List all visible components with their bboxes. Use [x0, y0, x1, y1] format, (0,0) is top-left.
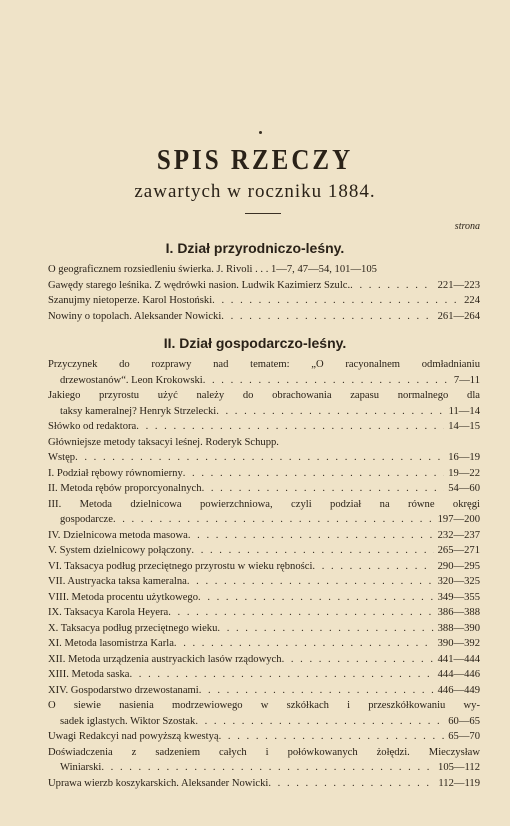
toc-entry-title: VI. Taksacya podług przeciętnego przyrostu w wieku rębności [48, 560, 313, 572]
dot-leader [195, 714, 444, 730]
toc-entry [48, 776, 480, 792]
dot-leader [203, 373, 450, 389]
dot-leader [219, 729, 445, 745]
toc-entry [48, 760, 480, 776]
dot-leader [168, 605, 433, 621]
toc-entry-pages: 388—390 [437, 622, 480, 634]
toc-entry [48, 574, 480, 590]
page-subtitle: zawartych w roczniku 1884. [134, 181, 376, 202]
toc-entry [48, 543, 480, 559]
toc-entry [48, 293, 480, 309]
toc-entry-pages: 320—325 [437, 576, 480, 587]
toc-entry-title: Jakiego przyrostu użyć należy do obrachowania zapasu normalnego dla [48, 390, 480, 401]
toc-entry-pages: 14—15 [448, 421, 480, 432]
toc-entry-pages: 60—65 [448, 715, 480, 727]
dot-leader [113, 512, 434, 528]
toc-entry-pages: 265—271 [437, 545, 480, 556]
toc-entry-pages: 54—60 [448, 483, 480, 494]
toc-entry [48, 590, 480, 606]
toc-entry-pages: 105—112 [438, 762, 480, 773]
toc-entry [48, 309, 480, 325]
toc-entry-pages: 444—446 [437, 669, 480, 680]
toc-entry-title: III. Metoda dzielnicowa powierzchniowa, czyli podział na równe okręgi [48, 498, 480, 510]
toc-entry-title: Uwagi Redakcyi nad powyższą kwestyą [48, 731, 219, 742]
toc-entry [48, 559, 480, 575]
toc-entry-title: IX. Taksacya Karola Heyera [48, 607, 169, 618]
toc-entry [48, 278, 480, 294]
toc-entry-pages: 65—70 [448, 731, 480, 742]
toc-entry-pages: 16—19 [448, 452, 480, 463]
ink-dot [259, 131, 262, 134]
toc-entry [48, 698, 480, 714]
dot-leader [187, 574, 434, 590]
dot-leader [202, 481, 445, 497]
toc-entry-pages: 7—11 [453, 374, 480, 386]
toc-entry-title: I. Podział rębowy równomierny [48, 467, 183, 479]
toc-entry [48, 667, 480, 683]
section-heading-1: I. Dział przyrodniczo-leśny. [165, 240, 345, 256]
toc-entry-title: IV. Dzielnicowa metoda masowa [48, 529, 188, 541]
page-title: SPIS RZECZY [156, 144, 354, 176]
dot-leader [136, 419, 444, 435]
dot-leader [130, 667, 434, 683]
toc-entry-title: drzewostanów“. Leon Krokowski [60, 374, 203, 386]
section-heading-2: II. Dział gospodarczo-leśny. [163, 335, 347, 351]
toc-entry-title: O siewie nasienia modrzewiowego w szkółkach i przeszkółkowaniu wy- [48, 700, 480, 711]
toc-entry [48, 481, 480, 497]
toc-entry [48, 714, 480, 730]
toc-entry-title: Uprawa wierzb koszykarskich. Aleksander Nowicki [48, 777, 269, 789]
dot-leader [350, 278, 433, 294]
dot-leader [191, 543, 433, 559]
toc-entry-title: XI. Metoda lasomistrza Karla [48, 638, 174, 649]
toc-entry-title: Doświadczenia z sadzeniem całych i połówkowanych żołędzi. Mieczysław [48, 746, 480, 758]
toc-entry [48, 652, 480, 668]
dot-leader [282, 652, 434, 668]
dot-leader [183, 466, 444, 482]
dot-leader [199, 683, 434, 699]
toc-entry-title: Główniejsze metody taksacyi leśnej. Roderyk Schupp. [48, 436, 279, 448]
dot-leader [198, 590, 434, 606]
toc-entry-title: Szanujmy nietoperze. Karol Hostoński [48, 295, 213, 306]
toc-entry-pages: 232—237 [437, 529, 480, 541]
toc-entry-title: XII. Metoda urządzenia austryackich lasów rządowych [48, 653, 282, 665]
toc-entry-pages: 197—200 [437, 514, 480, 525]
toc-entry-title: V. System dzielnicowy połączony [48, 545, 192, 556]
toc-entry [48, 729, 480, 745]
toc-entry [48, 683, 480, 699]
toc-entry-title: II. Metoda rębów proporcyonalnych [48, 483, 202, 494]
toc-entry [48, 512, 480, 528]
dot-leader [75, 450, 444, 466]
dot-leader [101, 760, 434, 776]
toc-entry-title: O geograficznem rozsiedleniu świerka. J. Rivoli . . . 1—7, 47—54, 101—105 [48, 264, 377, 275]
toc-entry [48, 466, 480, 482]
dot-leader [217, 621, 433, 637]
toc-entry-pages: 221—223 [437, 279, 480, 291]
toc-entry [48, 435, 480, 451]
toc-entry-pages: 386—388 [437, 607, 480, 618]
dot-leader [212, 293, 460, 309]
toc-entry-pages: 441—444 [437, 653, 480, 665]
toc-entry-title: Wstęp [48, 452, 76, 463]
toc-entry-pages: 446—449 [437, 684, 480, 696]
toc-entry [48, 357, 480, 373]
toc-entry-title: taksy kameralnej? Henryk Strzelecki [60, 405, 217, 417]
toc-entry-title: Przyczynek do rozprawy nad tematem: „O racyonalnem odmładnianiu [48, 359, 480, 370]
dot-leader [221, 309, 433, 325]
toc-entry [48, 605, 480, 621]
toc-entry [48, 373, 480, 389]
toc-entry [48, 528, 480, 544]
toc-entry-title: VIII. Metoda procentu użytkowego [48, 591, 199, 603]
toc-entry-pages: 390—392 [437, 638, 480, 649]
toc-entry-title: Nowiny o topolach. Aleksander Nowicki [48, 310, 222, 322]
toc-entry-title: Winiarski [60, 762, 102, 773]
toc-entry-pages: 19—22 [448, 467, 480, 479]
toc-entry [48, 404, 480, 420]
toc-entry-pages: 11—14 [448, 405, 480, 417]
dot-leader [188, 528, 434, 544]
dot-leader [268, 776, 434, 792]
toc-entry-pages: 112—119 [438, 777, 480, 789]
toc-entry [48, 450, 480, 466]
toc-entry-pages: 224 [464, 295, 480, 306]
toc-entry-title: VII. Austryacka taksa kameralna [48, 576, 187, 587]
toc-entry-pages: 261—264 [437, 310, 480, 322]
section-1-entries [48, 262, 480, 324]
toc-entry [48, 419, 480, 435]
toc-entry [48, 636, 480, 652]
section-2-entries [48, 357, 480, 791]
toc-entry [48, 621, 480, 637]
toc-entry-title: XIII. Metoda saska [48, 669, 130, 680]
divider-rule [245, 213, 281, 214]
toc-entry-title: sadek iglastych. Wiktor Szostak [60, 715, 196, 727]
toc-entry-pages: 290—295 [437, 560, 480, 572]
toc-entry-title: XIV. Gospodarstwo drzewostanami [48, 684, 199, 696]
toc-entry-title: Gawędy starego leśnika. Z wędrówki nasion. Ludwik Kazimierz Szulc. [48, 279, 351, 291]
toc-entry-pages: 349—355 [437, 591, 480, 603]
toc-entry [48, 745, 480, 761]
dot-leader [312, 559, 433, 575]
dot-leader [174, 636, 434, 652]
toc-entry [48, 262, 480, 278]
toc-entry [48, 388, 480, 404]
toc-entry-title: X. Taksacya podług przeciętnego wieku [48, 622, 218, 634]
toc-entry-title: gospodarcze [60, 514, 113, 525]
toc-entry [48, 497, 480, 513]
toc-entry-title: Słówko od redaktora [48, 421, 137, 432]
dot-leader [216, 404, 444, 420]
page-column-label: strona [454, 221, 480, 232]
